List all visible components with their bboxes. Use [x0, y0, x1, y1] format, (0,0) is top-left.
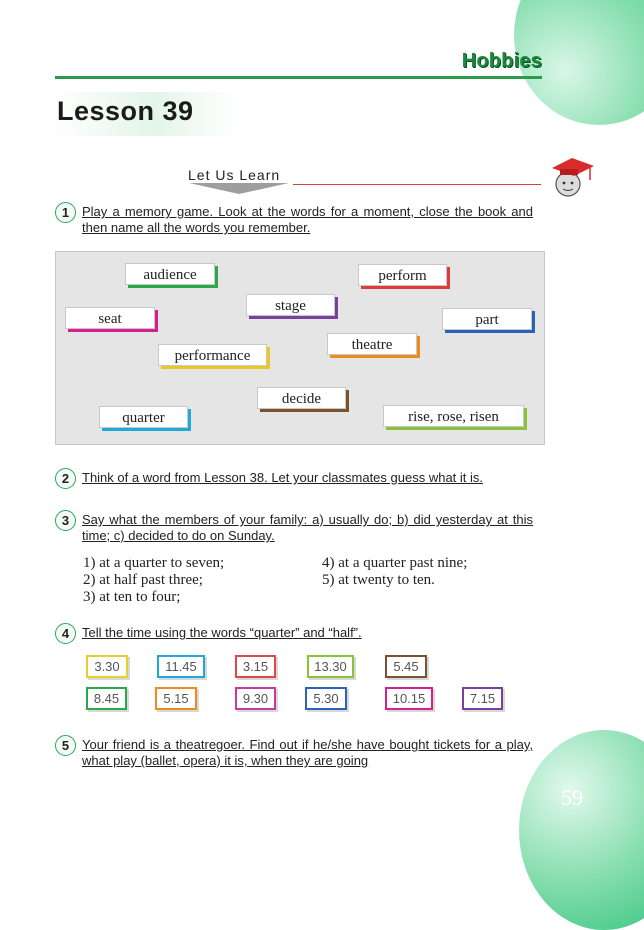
- time-chip: 3.15: [235, 655, 276, 678]
- times-list-left: [83, 555, 224, 606]
- task-text: Tell the time using the words “quarter” and “half”.: [82, 625, 362, 640]
- task-number: 3: [55, 510, 76, 531]
- word-panel: [55, 251, 545, 445]
- task-text: Play a memory game. Look at the words for a moment, close the book and then name all the words you remember.: [82, 204, 533, 235]
- word-card: seat: [65, 307, 155, 329]
- time-phrase: 3) at ten to four;: [83, 589, 181, 605]
- down-arrow-icon: [189, 183, 289, 194]
- graduate-mascot-icon: [550, 154, 596, 200]
- task-text: Say what the members of your family: a) usually do; b) did yesterday at this time; c) decided to do on Sunday.: [82, 512, 533, 543]
- time-chip: 3.30: [86, 655, 128, 678]
- task-number: 1: [55, 202, 76, 223]
- page-number: 59: [561, 785, 583, 810]
- time-chip: 5.30: [305, 687, 347, 710]
- time-chip: 5.45: [385, 655, 427, 678]
- let-us-learn-label: Let Us Learn: [188, 167, 281, 183]
- time-phrase: 1) at a quarter to seven;: [83, 555, 225, 571]
- task-number: 2: [55, 468, 76, 489]
- time-chip: 13.30: [307, 655, 354, 678]
- time-chip: 11.45: [157, 655, 205, 678]
- task-3: [55, 512, 533, 544]
- section-title: Hobbies: [461, 50, 542, 72]
- task-text: Think of a word from Lesson 38. Let your classmates guess what it is.: [82, 470, 484, 485]
- header-rule: [55, 76, 542, 79]
- time-chip: 5.15: [155, 687, 197, 710]
- lesson-title: Lesson 39: [57, 96, 194, 126]
- word-card: performance: [158, 344, 267, 366]
- task-number: 5: [55, 735, 76, 756]
- time-chip: 7.15: [462, 687, 503, 710]
- word-card: theatre: [327, 333, 417, 355]
- learn-divider: [293, 184, 541, 185]
- task-2: [55, 470, 533, 486]
- time-chip: 10.15: [385, 687, 433, 710]
- task-text: Your friend is a theatregoer. Find out if he/she have bought tickets for a play, what play (ballet, opera) it is, when they are going: [82, 737, 533, 768]
- task-5: [55, 737, 533, 769]
- word-card: perform: [358, 264, 447, 286]
- word-card: part: [442, 308, 532, 330]
- word-card: stage: [246, 294, 335, 316]
- times-list-right: [322, 555, 467, 589]
- time-chip: 9.30: [235, 687, 276, 710]
- task-4: [55, 625, 533, 641]
- time-phrase: 4) at a quarter past nine;: [322, 555, 468, 571]
- corner-decoration-bottom: [519, 730, 644, 930]
- word-card: quarter: [99, 406, 188, 428]
- task-1: [55, 204, 533, 236]
- word-card: rise, rose, risen: [383, 405, 524, 427]
- word-card: audience: [125, 263, 215, 285]
- time-phrase: 5) at twenty to ten.: [322, 572, 435, 588]
- task-number: 4: [55, 623, 76, 644]
- word-card: decide: [257, 387, 346, 409]
- time-chip: 8.45: [86, 687, 127, 710]
- time-phrase: 2) at half past three;: [83, 572, 203, 588]
